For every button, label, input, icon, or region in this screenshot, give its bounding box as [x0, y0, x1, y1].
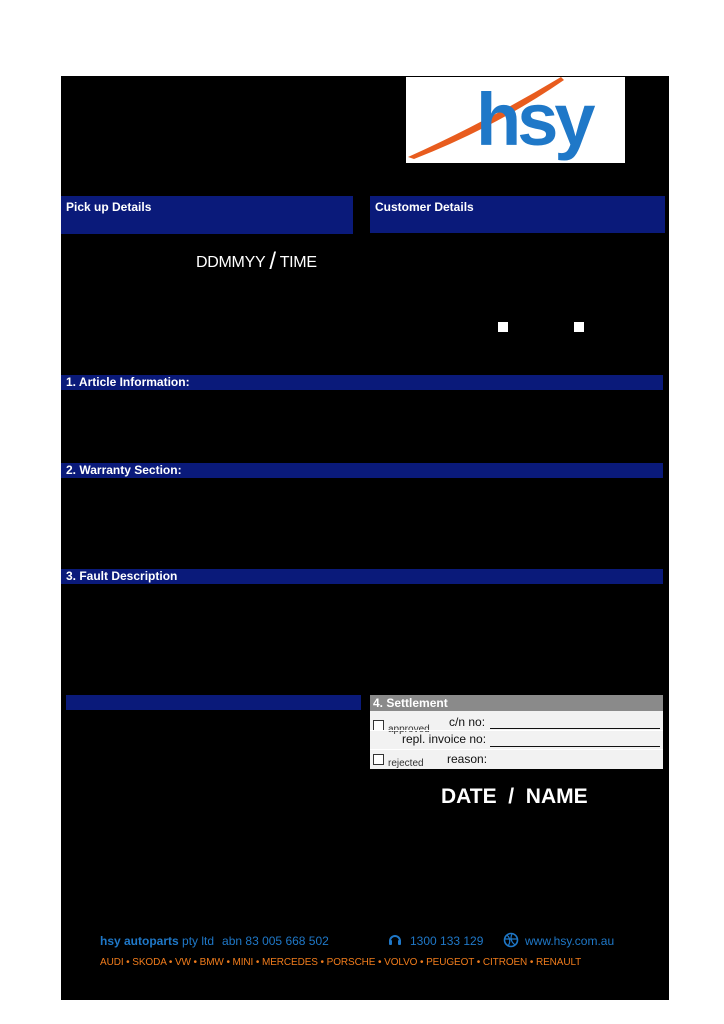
settlement-divider-1: [370, 730, 663, 731]
customer-checkbox-1[interactable]: [498, 322, 508, 332]
blank-section-bar: [66, 695, 361, 710]
hsy-logo-graphic: [406, 77, 625, 163]
rejected-checkbox[interactable]: [373, 754, 384, 765]
fault-description-header: [61, 569, 663, 584]
fault-description-title: 3. Fault Description: [66, 569, 178, 583]
warranty-claim-form: [61, 76, 669, 1000]
settlement-title: 4. Settlement: [373, 696, 448, 710]
footer-phone: 1300 133 129: [410, 934, 484, 948]
footer-abn: abn 83 005 668 502: [222, 934, 329, 948]
hsy-logo: [406, 77, 625, 163]
globe-icon: [503, 932, 519, 948]
customer-details-title: Customer Details: [375, 200, 474, 214]
date-name-signoff: DATE / NAME: [441, 785, 588, 808]
customer-details-header: [370, 196, 665, 233]
cn-no-line[interactable]: [490, 728, 660, 729]
settlement-box: [370, 711, 663, 769]
pickup-details-title: Pick up Details: [66, 200, 152, 214]
footer-company-suffix: pty ltd: [178, 934, 215, 948]
reason-label: reason:: [447, 752, 488, 766]
cn-no-label: c/n no:: [449, 715, 486, 729]
time-label: TIME: [279, 254, 317, 271]
footer-car-brands: AUDI • SKODA • VW • BMW • MINI • MERCEDES • PORSCHE • VOLVO • PEUGEOT • CITROEN • RENAULT: [100, 957, 582, 968]
settlement-divider-2: [370, 749, 663, 750]
pickup-details-header: [61, 196, 353, 234]
article-information-header: [61, 375, 663, 390]
footer-company-name: hsy autoparts: [100, 934, 179, 948]
customer-checkbox-2[interactable]: [574, 322, 584, 332]
repl-invoice-label: repl. invoice no:: [402, 732, 487, 746]
warranty-section-header: [61, 463, 663, 478]
date-label: DDMMYY: [196, 254, 266, 271]
rejected-label: rejected: [388, 758, 424, 769]
pickup-date-time-label: [196, 246, 317, 274]
footer-website[interactable]: www.hsy.com.au: [525, 934, 615, 948]
repl-invoice-line[interactable]: [490, 746, 660, 747]
warranty-section-title: 2. Warranty Section:: [66, 463, 182, 477]
footer-company: [100, 934, 329, 948]
logo-text: hsy: [476, 78, 592, 161]
article-information-title: 1. Article Information:: [66, 375, 190, 389]
headset-icon: [387, 932, 403, 948]
settlement-header: [370, 695, 663, 711]
date-time-slash: /: [269, 248, 276, 275]
